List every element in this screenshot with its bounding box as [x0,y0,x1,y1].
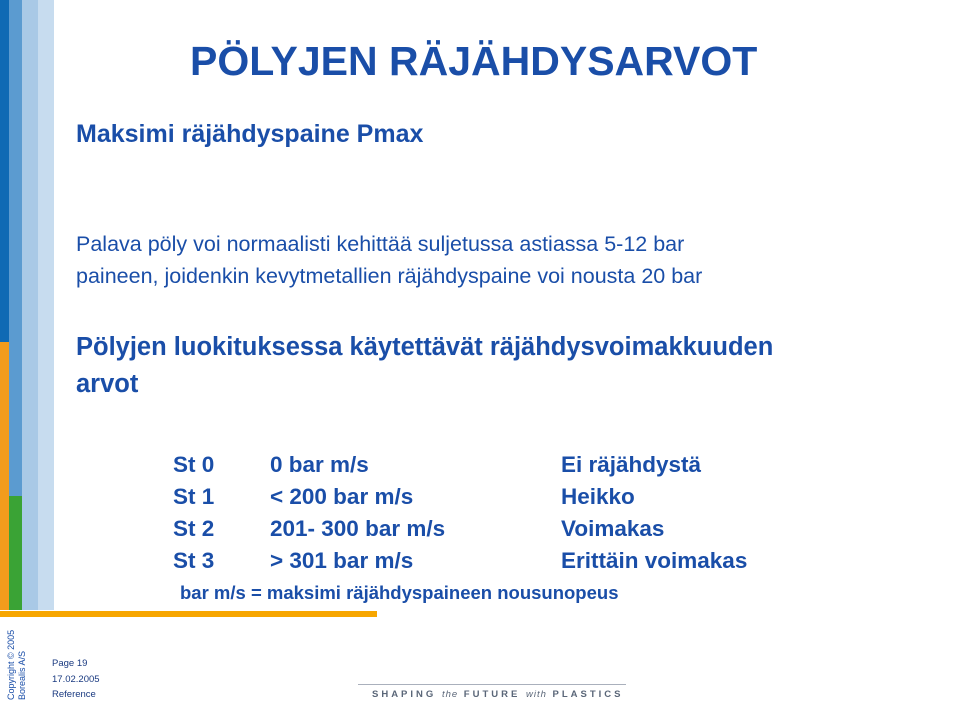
description-cell: Voimakas [561,516,665,541]
lead-heading-line: Pölyjen luokituksessa käytettävät räjähdysvoimakkuuden [76,333,774,361]
page-number: Page 19 [52,658,88,669]
stripe-green [9,496,22,610]
paragraph-line: Palava pöly voi normaalisti kehittää suljetussa astiassa 5-12 bar [76,232,685,256]
tagline [372,689,624,700]
tagline-word: the [441,689,459,700]
value-cell: 0 bar m/s [270,452,369,477]
copyright-line: Borealis A/S [17,650,27,700]
stripe-pale-blue [38,0,54,610]
tagline-word: PLASTICS [552,689,624,700]
value-cell: < 200 bar m/s [270,484,414,509]
tagline-word: with [525,689,547,700]
lead-heading-line: arvot [76,370,139,398]
class-cell: St 3 [173,548,215,573]
page-title: PÖLYJEN RÄJÄHDYSARVOT [190,38,758,84]
footnote: bar m/s = maksimi räjähdyspaineen nousunopeus [180,582,619,603]
description-cell: Erittäin voimakas [561,548,748,573]
tagline-word: SHAPING [372,689,437,700]
tagline-divider [358,684,626,685]
stripe-dark-blue [0,0,9,342]
value-cell: 201- 300 bar m/s [270,516,446,541]
date: 17.02.2005 [52,674,100,685]
subtitle: Maksimi räjähdyspaine Pmax [76,120,424,148]
copyright-line: Copyright © 2005 [6,629,16,700]
stripe-light-blue [22,0,38,610]
description-cell: Ei räjähdystä [561,452,702,477]
paragraph-line: paineen, joidenkin kevytmetallien räjähdyspaine voi nousta 20 bar [76,264,703,288]
value-cell: > 301 bar m/s [270,548,414,573]
class-cell: St 2 [173,516,215,541]
accent-bar [0,611,377,617]
tagline-word: FUTURE [463,689,521,700]
stripe-mid-blue [9,0,22,496]
description-cell: Heikko [561,484,635,509]
reference-label: Reference [52,689,96,700]
stripe-orange [0,342,9,610]
class-cell: St 0 [173,452,215,477]
class-cell: St 1 [173,484,215,509]
copyright-notice [6,630,28,700]
